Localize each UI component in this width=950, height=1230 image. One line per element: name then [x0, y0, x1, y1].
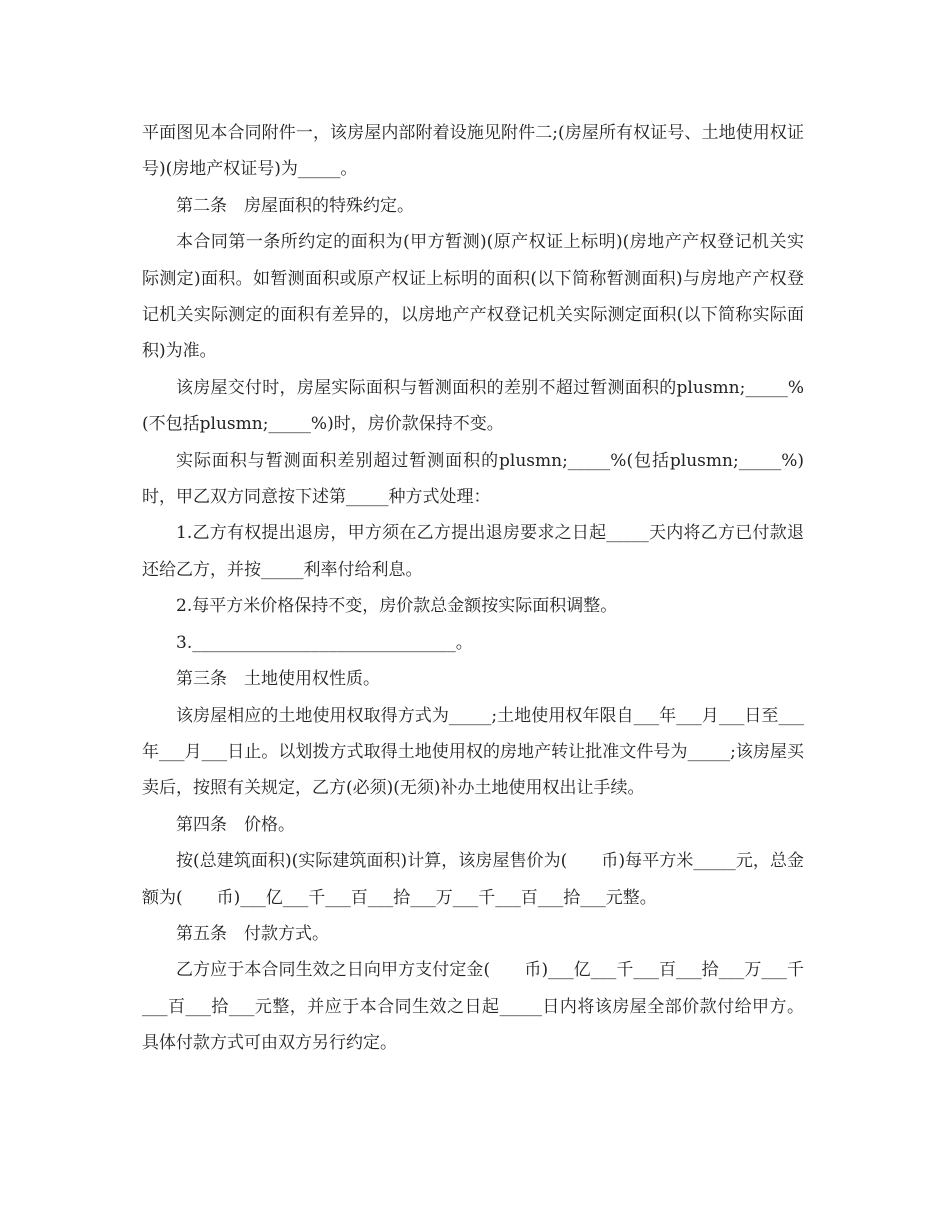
paragraph-payment-method: 乙方应于本合同生效之日向甲方支付定金( 币)___亿___千___百___拾___万___千___百___拾___元整，并应于本合同生效之日起_____日内将该房屋全部价款付给甲方。具体付款方式可由双方另行约定。 [142, 960, 804, 1054]
article-3-heading: 第三条 土地使用权性质。 [176, 669, 380, 690]
paragraph-area-exceed: 实际面积与暂测面积差别超过暂测面积的plusmn;_____%(包括plusmn;_____%)时，甲乙双方同意按下述第_____种方式处理： [142, 450, 804, 508]
list-item-option-3: 3._______________________________。 [176, 632, 473, 653]
paragraph-land-use-right: 该房屋相应的土地使用权取得方式为_____;土地使用权年限自___年___月___日至___年___月___日止。以划拨方式取得土地使用权的房地产转让批准文件号为_____;该房屋买卖后，按照有关规定，乙方(必须)(无须)补办土地使用权出让手续。 [142, 705, 804, 799]
paragraph-area-tolerance: 该房屋交付时，房屋实际面积与暂测面积的差别不超过暂测面积的plusmn;_____%(不包括plusmn;_____%)时，房价款保持不变。 [142, 377, 804, 435]
list-item-option-2: 2.每平方米价格保持不变，房价款总金额按实际面积调整。 [176, 596, 618, 617]
paragraph-area-agreement: 本合同第一条所约定的面积为(甲方暂测)(原产权证上标明)(房地产产权登记机关实际测定)面积。如暂测面积或原产权证上标明的面积(以下简称暂测面积)与房地产产权登记机关实际测定的面积有差异的，以房地产产权登记机关实际测定面积(以下简称实际面积)为准。 [142, 232, 804, 362]
paragraph-price: 按(总建筑面积)(实际建筑面积)计算，该房屋售价为( 币)每平方米_____元，总金额为( 币)___亿___千___百___拾___万___千___百___拾___元整。 [142, 851, 804, 908]
document-body [142, 115, 804, 1062]
article-2-heading: 第二条 房屋面积的特殊约定。 [176, 195, 414, 216]
list-item-option-1: 1.乙方有权提出退房，甲方须在乙方提出退房要求之日起_____天内将乙方已付款退还给乙方，并按_____利率付给利息。 [142, 523, 804, 580]
article-5-heading: 第五条 付款方式。 [176, 923, 329, 944]
paragraph-floor-plan-attachments: 平面图见本合同附件一，该房屋内部附着设施见附件二;(房屋所有权证号、土地使用权证号)(房地产权证号)为_____。 [142, 123, 804, 180]
article-4-heading: 第四条 价格。 [176, 814, 295, 835]
